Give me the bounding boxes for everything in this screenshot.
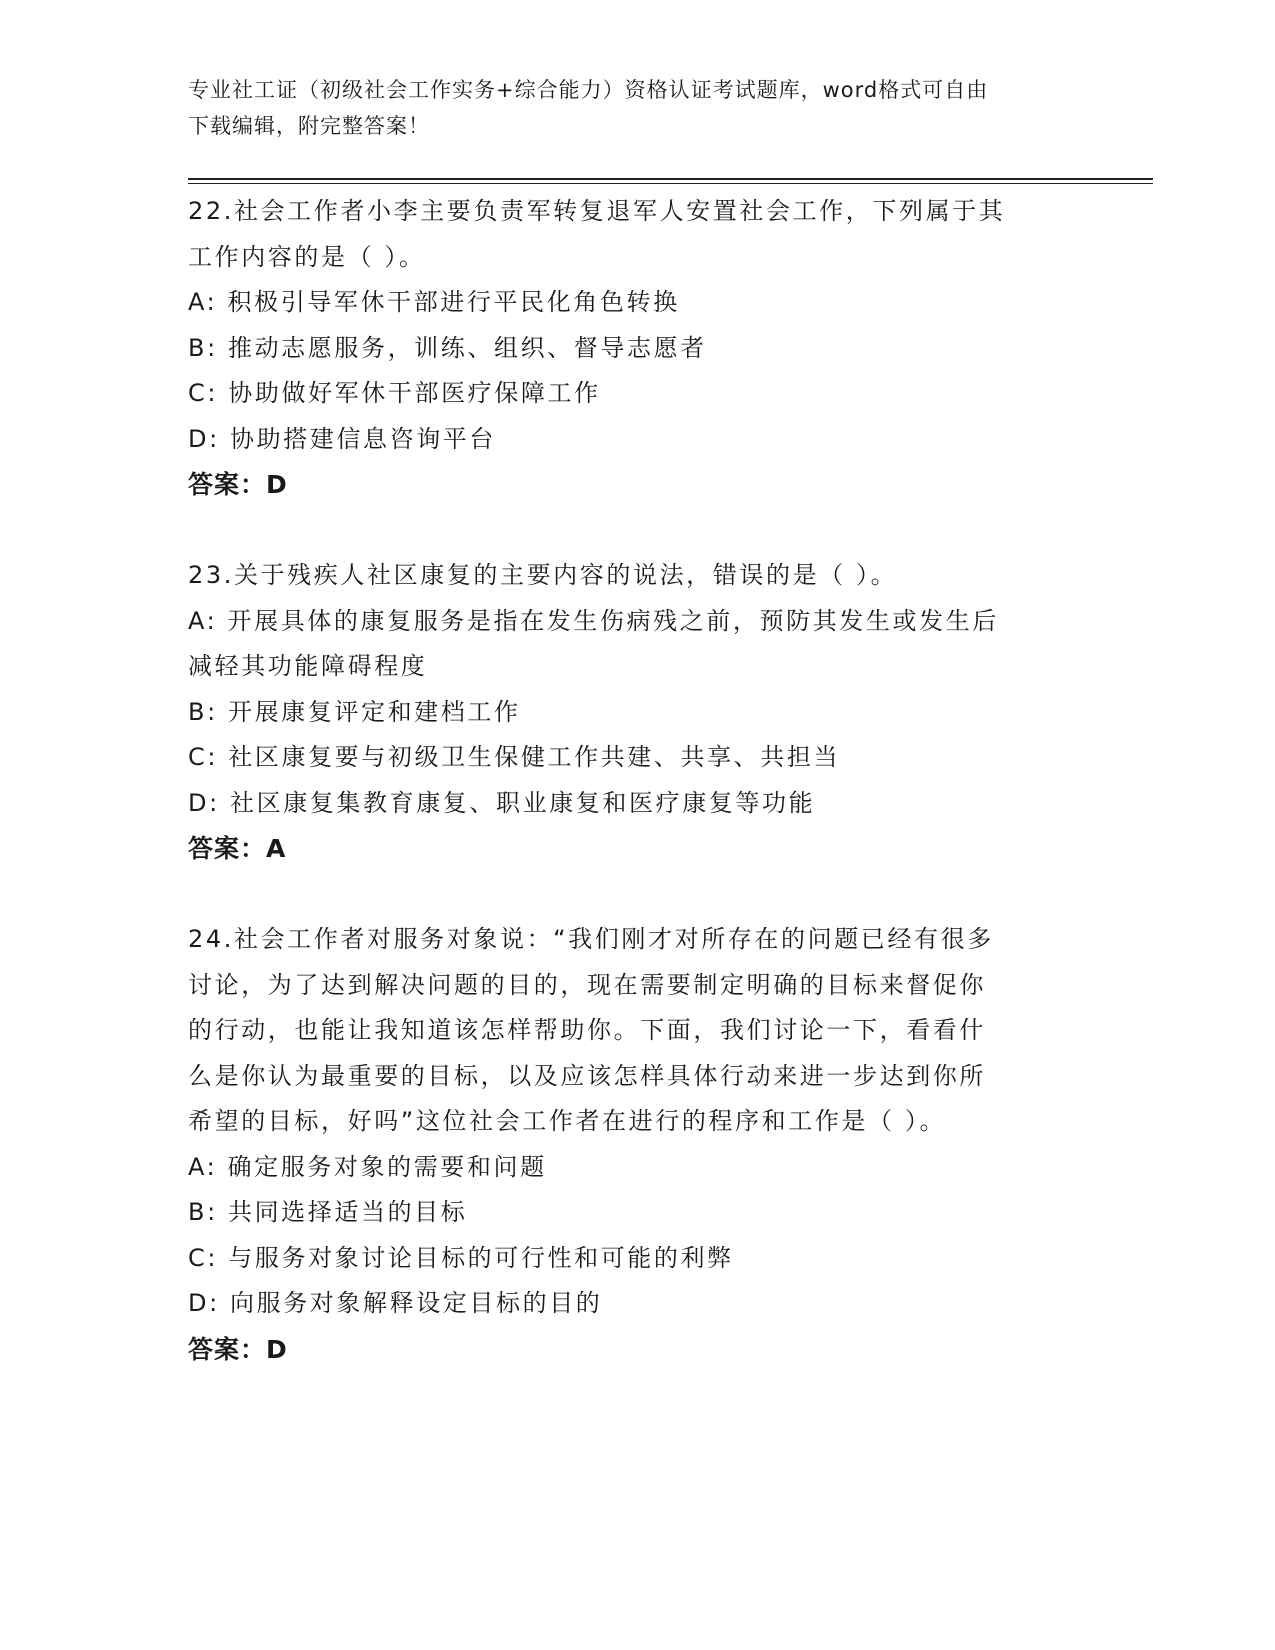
question-stem-line: 讨论，为了达到解决问题的目的，现在需要制定明确的目标来督促你 — [188, 970, 986, 999]
header-line: 下载编辑，附完整答案！ — [188, 114, 430, 138]
option-c: C: 协助做好军休干部医疗保障工作 — [188, 379, 601, 407]
option-d: D: 社区康复集教育康复、职业康复和医疗康复等功能 — [188, 788, 816, 817]
question-stem-line: 22.社会工作者小李主要负责军转复退军人安置社会工作，下列属于其 — [188, 197, 1006, 225]
option-a-continuation: 减轻其功能障碍程度 — [188, 652, 428, 680]
option-a: A: 积极引导军休干部进行平民化角色转换 — [188, 288, 680, 316]
option-b: B: 开展康复评定和建档工作 — [188, 697, 521, 726]
option-d: D: 向服务对象解释设定目标的目的 — [188, 1289, 603, 1317]
option-b: B: 共同选择适当的目标 — [188, 1198, 468, 1226]
document-header — [188, 72, 1088, 144]
option-a: A: 确定服务对象的需要和问题 — [188, 1152, 547, 1181]
header-divider — [188, 178, 1153, 180]
question-stem-line: 希望的目标，好吗”这位社会工作者在进行的程序和工作是（ ）。 — [188, 1107, 947, 1135]
header-divider — [188, 183, 1153, 184]
question-stem-line: 工作内容的是（ ）。 — [188, 242, 426, 271]
option-b: B: 推动志愿服务，训练、组织、督导志愿者 — [188, 333, 707, 362]
option-a: A: 开展具体的康复服务是指在发生伤病残之前，预防其发生或发生后 — [188, 606, 999, 635]
question-23 — [188, 553, 1088, 872]
question-stem-line: 的行动，也能让我知道该怎样帮助你。下面，我们讨论一下，看看什 — [188, 1016, 986, 1044]
answer-line: 答案：D — [188, 1334, 288, 1364]
header-line: 专业社工证（初级社会工作实务+综合能力）资格认证考试题库，word格式可自由 — [188, 78, 989, 102]
question-22 — [188, 189, 1088, 508]
answer-line: 答案：A — [188, 834, 287, 863]
question-stem-line: 23.关于残疾人社区康复的主要内容的说法，错误的是（ ）。 — [188, 561, 898, 589]
answer-line: 答案：D — [188, 470, 288, 499]
question-stem-line: 么是你认为最重要的目标，以及应该怎样具体行动来进一步达到你所 — [188, 1061, 986, 1090]
question-stem-line: 24.社会工作者对服务对象说：“我们刚才对所存在的问题已经有很多 — [188, 925, 994, 953]
option-c: C: 社区康复要与初级卫生保健工作共建、共享、共担当 — [188, 743, 841, 771]
question-24 — [188, 917, 1088, 1372]
option-c: C: 与服务对象讨论目标的可行性和可能的利弊 — [188, 1243, 734, 1272]
option-d: D: 协助搭建信息咨询平台 — [188, 424, 496, 453]
